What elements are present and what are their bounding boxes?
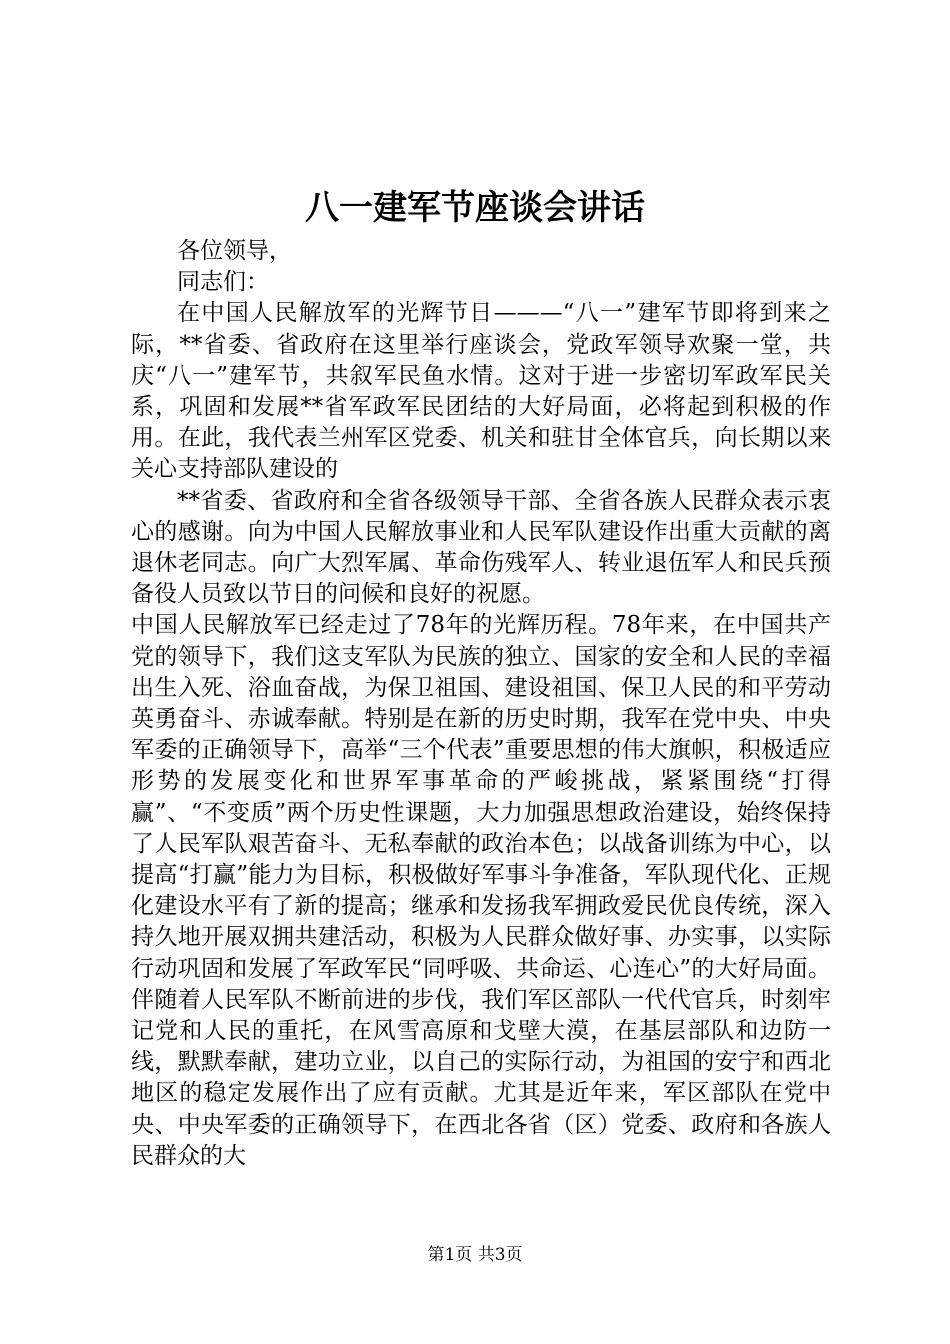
greeting-comrades: 同志们： [177,269,269,296]
document-title: 八一建军节座谈会讲话 [305,188,645,228]
greeting-leaders: 各位领导， [177,238,292,264]
document-body [131,236,831,1172]
paragraph-opening: 在中国人民解放军的光辉节日———“八一”建军节即将到来之际，**省委、省政府在这里举行座谈会，党政军领导欢聚一堂，共庆“八一”建军节，共叙军民鱼水情。这对于进一步密切军政军民关系，巩固和发展**省军政军民团结的大好局面，必将起到积极的作用。在此，我代表兰州军区党委、机关和驻甘全体官兵，向长期以来关心支持部队建设的 [131,300,831,483]
paragraph-thanks: **省委、省政府和全省各级领导干部、全省各族人民群众表示衷心的感谢。向为中国人民解放事业和人民军队建设作出重大贡献的离退休老同志。向广大烈军属、革命伤残军人、转业退伍军人和民兵预备役人员致以节日的问候和良好的祝愿。 [131,487,831,608]
page-number-footer: 第1页 共3页 [427,1245,523,1265]
paragraph-history: 中国人民解放军已经走过了78年的光辉历程。78年来，在中国共产党的领导下，我们这支军队为民族的独立、国家的安全和人民的幸福出生入死、浴血奋战，为保卫祖国、建设祖国、保卫人民的和平劳动英勇奋斗、赤诚奉献。特别是在新的历史时期，我军在党中央、中央军委的正确领导下，高举“三个代表”重要思想的伟大旗帜，积极适应形势的发展变化和世界军事革命的严峻挑战，紧紧围绕“打得赢”、“不变质”两个历史性课题，大力加强思想政治建设，始终保持了人民军队艰苦奋斗、无私奉献的政治本色；以战备训练为中心，以提高“打赢”能力为目标，积极做好军事斗争准备，军队现代化、正规化建设水平有了新的提高；继承和发扬我军拥政爱民优良传统，深入持久地开展双拥共建活动，积极为人民群众做好事、办实事，以实际行动巩固和发展了军政军民“同呼吸、共命运、心连心”的大好局面。伴随着人民军队不断前进的步伐，我们军区部队一代代官兵，时刻牢记党和人民的重托，在风雪高原和戈壁大漠，在基层部队和边防一线，默默奉献，建功立业，以自己的实际行动，为祖国的安宁和西北地区的稳定发展作出了应有贡献。尤其是近年来，军区部队在党中央、中央军委的正确领导下，在西北各省（区）党委、政府和各族人民群众的大 [131,612,831,1169]
